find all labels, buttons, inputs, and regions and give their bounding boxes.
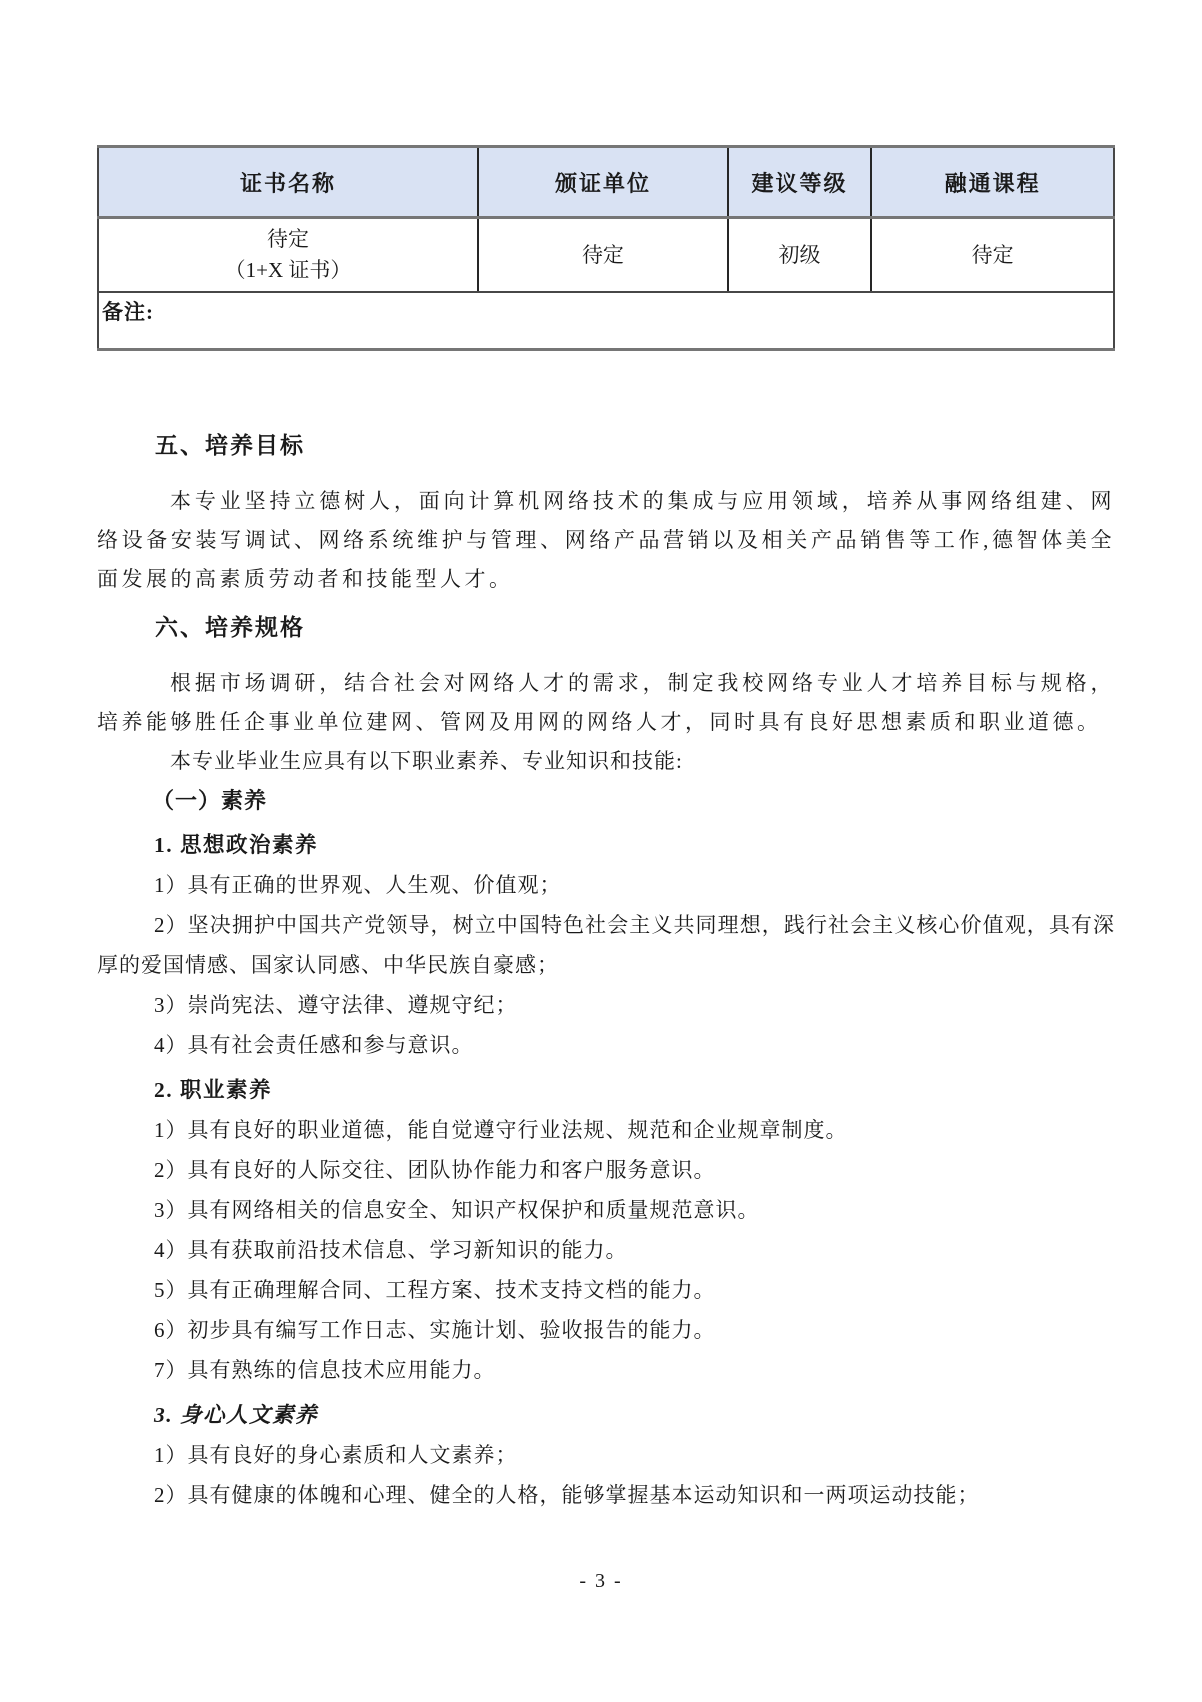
section-6-heading: 六、培养规格	[155, 615, 305, 640]
cert-name-line1: 待定	[266, 227, 309, 251]
list-item: 3）具有网络相关的信息安全、知识产权保护和质量规范意识。	[154, 1198, 760, 1222]
header-course: 融通课程	[871, 147, 1114, 218]
page-number: - 3 -	[579, 1570, 623, 1592]
cell-issuer: 待定	[478, 218, 728, 293]
cert-name-line2: （1+X 证书）	[224, 258, 352, 282]
list-item: 1）具有良好的职业道德，能自觉遵守行业法规、规范和企业规章制度。	[154, 1118, 848, 1142]
list-item: 4）具有获取前沿技术信息、学习新知识的能力。	[154, 1238, 628, 1262]
list-item: 2）具有健康的体魄和心理、健全的人格，能够掌握基本运动知识和一两项运动技能；	[154, 1483, 980, 1507]
list-item: 7）具有熟练的信息技术应用能力。	[154, 1358, 496, 1382]
list-item: 1）具有正确的世界观、人生观、价值观；	[154, 873, 562, 897]
table-row	[98, 218, 1114, 293]
header-issuer: 颁证单位	[478, 147, 728, 218]
list-item: 2）坚决拥护中国共产党领导，树立中国特色社会主义共同理想，践行社会主义核心价值观，具有深厚的爱国情感、国家认同感、中华民族自豪感；	[97, 913, 1115, 977]
list-item: 6）初步具有编写工作日志、实施计划、验收报告的能力。	[154, 1318, 716, 1342]
group-physical-humanistic-title: 3. 身心人文素养	[154, 1403, 319, 1427]
section-6-paragraph: 根据市场调研，结合社会对网络人才的需求，制定我校网络专业人才培养目标与规格，培养能够胜任企事业单位建网、管网及用网的网络人才，同时具有良好思想素质和职业道德。	[97, 671, 1115, 734]
remark-row	[98, 292, 1114, 350]
remark-cell: 备注:	[102, 300, 154, 324]
list-item: 1）具有良好的身心素质和人文素养；	[154, 1443, 518, 1467]
cell-course: 待定	[871, 218, 1114, 293]
list-item: 3）崇尚宪法、遵守法律、遵规守纪；	[154, 993, 518, 1017]
section-5-heading: 五、培养目标	[155, 433, 305, 458]
cell-level: 初级	[728, 218, 871, 293]
group-professional-title: 2. 职业素养	[154, 1078, 273, 1102]
table-header-row	[98, 147, 1114, 218]
list-item: 4）具有社会责任感和参与意识。	[154, 1033, 474, 1057]
header-cert-name: 证书名称	[98, 147, 478, 218]
cell-cert-name	[98, 218, 478, 293]
certificate-table	[97, 145, 1115, 351]
list-item: 2）具有良好的人际交往、团队协作能力和客户服务意识。	[154, 1158, 716, 1182]
header-level: 建议等级	[728, 147, 871, 218]
section-6-lead-line: 本专业毕业生应具有以下职业素养、专业知识和技能:	[170, 749, 683, 773]
subsection-suyang-heading: （一）素养	[152, 788, 268, 813]
section-5-paragraph: 本专业坚持立德树人，面向计算机网络技术的集成与应用领域，培养从事网络组建、网络设备安装写调试、网络系统维护与管理、网络产品营销以及相关产品销售等工作,德智体美全面发展的高素质劳动者和技能型人才。	[97, 489, 1115, 591]
list-item: 5）具有正确理解合同、工程方案、技术支持文档的能力。	[154, 1278, 716, 1302]
group-ideological-title: 1. 思想政治素养	[154, 833, 319, 857]
